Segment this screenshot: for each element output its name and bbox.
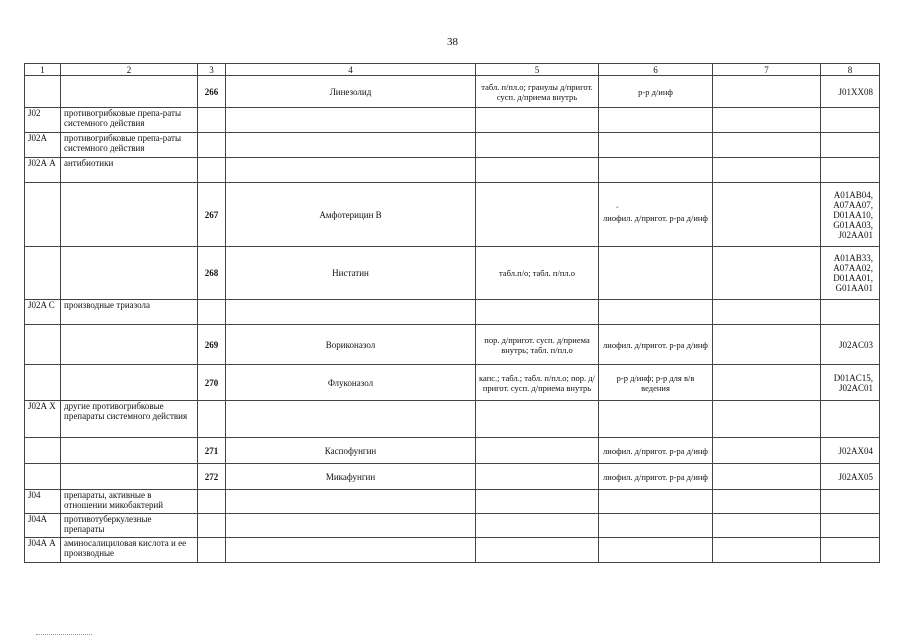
empty-cell [713, 108, 821, 133]
drug-name-cell: Нистатин [226, 247, 476, 300]
drug-name-cell [226, 490, 476, 514]
dosage-form-cell [476, 183, 599, 247]
group-name-cell: противотуберкулезные препараты [61, 514, 198, 538]
column-header-1: 1 [25, 64, 61, 76]
drug-name-cell: Амфотерицин В [226, 183, 476, 247]
alt-form-cell [599, 490, 713, 514]
empty-cell [713, 538, 821, 563]
drug-name-cell [226, 514, 476, 538]
code-cell: J02A С [25, 300, 61, 325]
dosage-form-cell [476, 514, 599, 538]
atc-code-cell [821, 538, 880, 563]
row-number-cell [198, 490, 226, 514]
alt-form-cell-with-mark [599, 183, 713, 247]
empty-cell [713, 300, 821, 325]
alt-form-cell [599, 401, 713, 438]
table-row [25, 514, 880, 538]
row-number-cell [198, 158, 226, 183]
table-row [25, 438, 880, 464]
atc-code-cell [821, 300, 880, 325]
table-row [25, 183, 880, 247]
table-row [25, 401, 880, 438]
row-number-cell: 272 [198, 464, 226, 490]
atc-code-cell [821, 514, 880, 538]
drug-name-cell: Каспофунгин [226, 438, 476, 464]
header-row [25, 64, 880, 76]
row-number-cell [198, 300, 226, 325]
dosage-form-cell [476, 490, 599, 514]
table-row [25, 158, 880, 183]
dosage-form-cell [476, 464, 599, 490]
drug-registry-table [24, 63, 880, 563]
group-name-cell: противогрибковые препа-раты системного действия [61, 133, 198, 158]
empty-cell [713, 401, 821, 438]
empty-cell [713, 490, 821, 514]
column-header-2: 2 [61, 64, 198, 76]
row-number-cell [198, 108, 226, 133]
alt-form-cell: р-р д/инф [599, 76, 713, 108]
dosage-form-cell [476, 300, 599, 325]
empty-cell [713, 365, 821, 401]
table-row [25, 325, 880, 365]
group-name-cell: аминосалициловая кислота и ее производные [61, 538, 198, 563]
dosage-form-cell [476, 538, 599, 563]
group-name-cell [61, 183, 198, 247]
column-header-6: 6 [599, 64, 713, 76]
row-number-cell: 268 [198, 247, 226, 300]
code-cell: J04А [25, 514, 61, 538]
drug-name-cell [226, 108, 476, 133]
row-number-cell: 267 [198, 183, 226, 247]
row-number-cell: 270 [198, 365, 226, 401]
group-name-cell: другие противогрибковые препараты системного действия [61, 401, 198, 438]
code-cell: J02A [25, 133, 61, 158]
table-row [25, 365, 880, 401]
code-cell: J04А А [25, 538, 61, 563]
code-cell: J02А А [25, 158, 61, 183]
alt-form-cell [599, 514, 713, 538]
empty-cell [713, 183, 821, 247]
code-cell [25, 247, 61, 300]
alt-form-cell [599, 133, 713, 158]
alt-form-cell [599, 300, 713, 325]
empty-cell [713, 133, 821, 158]
alt-form-cell [599, 158, 713, 183]
scan-artifact-line [36, 634, 92, 637]
dosage-form-cell: капс.; табл.; табл. п/пл.о; пор. д/пригот. сусп. д/приема внутрь [476, 365, 599, 401]
drug-name-cell [226, 158, 476, 183]
dosage-form-cell [476, 133, 599, 158]
group-name-cell [61, 325, 198, 365]
empty-cell [713, 464, 821, 490]
alt-form-cell [599, 108, 713, 133]
atc-code-cell: J02AX05 [821, 464, 880, 490]
empty-cell [713, 514, 821, 538]
alt-form-cell: лиофил. д/пригот. р-ра д/инф [599, 438, 713, 464]
alt-form-cell: лиофил. д/пригот. р-ра д/инф [599, 325, 713, 365]
dosage-form-cell [476, 158, 599, 183]
empty-cell [713, 438, 821, 464]
column-header-8: 8 [821, 64, 880, 76]
group-name-cell [61, 464, 198, 490]
row-number-cell: 266 [198, 76, 226, 108]
table-row [25, 490, 880, 514]
scan-mark: ˘ [616, 204, 619, 214]
drug-name-cell: Вориконазол [226, 325, 476, 365]
page-number: 38 [447, 36, 458, 48]
table-row [25, 76, 880, 108]
alt-form-cell: р-р д/инф; р-р для в/в ведения [599, 365, 713, 401]
empty-cell [713, 158, 821, 183]
dosage-form-cell: табл. п/пл.о; гранулы д/пригот. сусп. д/приема внутрь [476, 76, 599, 108]
group-name-cell [61, 76, 198, 108]
drug-name-cell [226, 401, 476, 438]
alt-form-cell: лиофил. д/пригот. р-ра д/инф [599, 464, 713, 490]
dosage-form-cell [476, 438, 599, 464]
row-number-cell: 271 [198, 438, 226, 464]
atc-code-cell [821, 401, 880, 438]
atc-code-cell [821, 158, 880, 183]
drug-name-cell [226, 300, 476, 325]
code-cell [25, 464, 61, 490]
drug-name-cell: Микафунгин [226, 464, 476, 490]
code-cell [25, 325, 61, 365]
code-cell [25, 183, 61, 247]
atc-code-cell: D01AC15, J02AC01 [821, 365, 880, 401]
atc-code-cell [821, 133, 880, 158]
code-cell [25, 365, 61, 401]
alt-form-cell [599, 247, 713, 300]
table-row [25, 247, 880, 300]
row-number-cell: 269 [198, 325, 226, 365]
column-header-5: 5 [476, 64, 599, 76]
code-cell: J04 [25, 490, 61, 514]
code-cell [25, 438, 61, 464]
atc-code-cell: J01XX08 [821, 76, 880, 108]
empty-cell [713, 325, 821, 365]
drug-name-cell: Линезолид [226, 76, 476, 108]
alt-form-cell [599, 538, 713, 563]
table-row [25, 108, 880, 133]
dosage-form-cell: пор. д/пригот. сусп. д/приема внутрь; табл. п/пл.о [476, 325, 599, 365]
column-header-4: 4 [226, 64, 476, 76]
row-number-cell [198, 401, 226, 438]
group-name-cell: препараты, активные в отношении микобактерий [61, 490, 198, 514]
group-name-cell [61, 365, 198, 401]
atc-code-cell: J02AC03 [821, 325, 880, 365]
row-number-cell [198, 538, 226, 563]
atc-code-cell: J02AX04 [821, 438, 880, 464]
table-row [25, 300, 880, 325]
column-header-7: 7 [713, 64, 821, 76]
drug-name-cell: Флуконазол [226, 365, 476, 401]
dosage-form-cell [476, 108, 599, 133]
group-name-cell [61, 438, 198, 464]
drug-name-cell [226, 133, 476, 158]
dosage-form-cell [476, 401, 599, 438]
code-cell [25, 76, 61, 108]
atc-code-cell [821, 108, 880, 133]
group-name-cell: антибиотики [61, 158, 198, 183]
code-cell: J02 [25, 108, 61, 133]
group-name-cell: противогрибковые препа-раты системного действия [61, 108, 198, 133]
table-row [25, 133, 880, 158]
drug-name-cell [226, 538, 476, 563]
alt-form-text: лиофил. д/пригот. р-ра д/инф [603, 212, 708, 223]
table-row [25, 538, 880, 563]
dosage-form-cell: табл.п/о; табл. п/пл.о [476, 247, 599, 300]
row-number-cell [198, 514, 226, 538]
atc-code-cell [821, 490, 880, 514]
table-row [25, 464, 880, 490]
column-header-3: 3 [198, 64, 226, 76]
row-number-cell [198, 133, 226, 158]
empty-cell [713, 76, 821, 108]
group-name-cell: производные триазола [61, 300, 198, 325]
code-cell: J02А Х [25, 401, 61, 438]
atc-code-cell: A01AB33, A07AA02, D01AA01, G01AA01 [821, 247, 880, 300]
group-name-cell [61, 247, 198, 300]
empty-cell [713, 247, 821, 300]
atc-code-cell: A01AB04, A07AA07, D01AA10, G01AA03, J02AA01 [821, 183, 880, 247]
